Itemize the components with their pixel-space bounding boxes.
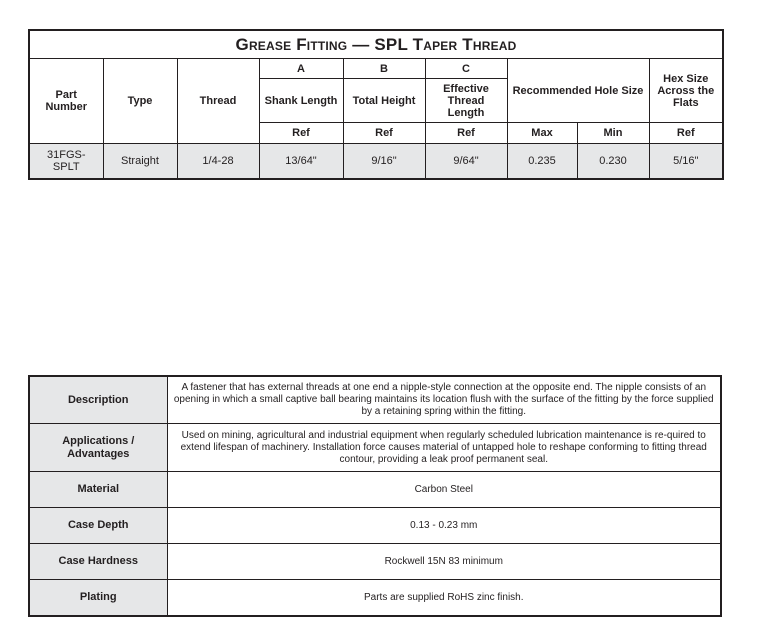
- property-value: Parts are supplied RoHS zinc finish.: [167, 580, 721, 617]
- header-max: Max: [507, 123, 577, 144]
- property-row-description: [29, 376, 721, 424]
- property-row-case-hardness: [29, 544, 721, 580]
- header-thread: Thread: [177, 59, 259, 144]
- property-label: Description: [29, 376, 167, 424]
- cell-thread: 1/4-28: [177, 144, 259, 180]
- header-ref-hex: Ref: [649, 123, 723, 144]
- property-label: Case Depth: [29, 508, 167, 544]
- header-col-b-letter: B: [343, 59, 425, 79]
- property-value: 0.13 - 0.23 mm: [167, 508, 721, 544]
- header-total-height: Total Height: [343, 79, 425, 123]
- table-title: Grease Fitting — SPL Taper Thread: [29, 30, 723, 59]
- header-type: Type: [103, 59, 177, 144]
- property-row-case-depth: [29, 508, 721, 544]
- header-col-a-letter: A: [259, 59, 343, 79]
- header-part-number: Part Number: [29, 59, 103, 144]
- cell-hole-max: 0.235: [507, 144, 577, 180]
- header-min: Min: [577, 123, 649, 144]
- header-ref-b: Ref: [343, 123, 425, 144]
- spec-table: [28, 29, 724, 180]
- property-label: Material: [29, 472, 167, 508]
- cell-part-number: 31FGS-SPLT: [29, 144, 103, 180]
- cell-total-height: 9/16": [343, 144, 425, 180]
- property-label: Plating: [29, 580, 167, 617]
- property-value: Carbon Steel: [167, 472, 721, 508]
- property-value: A fastener that has external threads at one end a nipple-style connection at the opposite end. The nipple consists of an opening in which a small captive ball bearing maintains its location flush with the surface of the fitting by the force supplied by a retaining spring within the fitting.: [167, 376, 721, 424]
- header-recommended-hole-size: Recommended Hole Size: [507, 59, 649, 123]
- cell-hole-min: 0.230: [577, 144, 649, 180]
- cell-type: Straight: [103, 144, 177, 180]
- property-value: Rockwell 15N 83 minimum: [167, 544, 721, 580]
- property-label: Applications / Advantages: [29, 424, 167, 472]
- header-hex-size: Hex Size Across the Flats: [649, 59, 723, 123]
- property-label: Case Hardness: [29, 544, 167, 580]
- cell-shank-length: 13/64": [259, 144, 343, 180]
- table-row: [29, 144, 723, 180]
- properties-table: [28, 375, 722, 617]
- header-col-c-letter: C: [425, 59, 507, 79]
- cell-hex-size: 5/16": [649, 144, 723, 180]
- header-ref-c: Ref: [425, 123, 507, 144]
- header-effective-thread-length: Effective Thread Length: [425, 79, 507, 123]
- header-shank-length: Shank Length: [259, 79, 343, 123]
- property-value: Used on mining, agricultural and industrial equipment when regularly scheduled lubrication maintenance is re-quired to extend lifespan of machinery. Installation force causes material of untapped hole to reshape conforming to fitting thread contour, providing a leak proof permanent seal.: [167, 424, 721, 472]
- header-ref-a: Ref: [259, 123, 343, 144]
- property-row-plating: [29, 580, 721, 617]
- property-row-material: [29, 472, 721, 508]
- property-row-applications: [29, 424, 721, 472]
- cell-effective-thread-length: 9/64": [425, 144, 507, 180]
